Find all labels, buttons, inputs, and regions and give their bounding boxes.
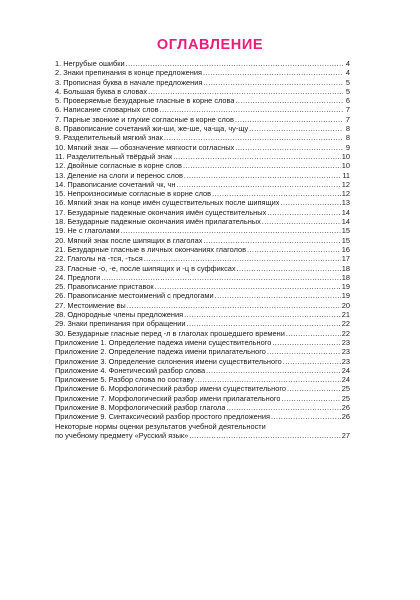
toc-entry-label: 15. Непроизносимые согласные в корне слов (55, 189, 212, 199)
toc-entry-label: 27. Местоимение вы (55, 300, 126, 310)
toc-entry[interactable] (55, 403, 350, 412)
dot-leader (237, 264, 341, 273)
toc-page-number: 7 (345, 114, 350, 124)
toc-entry-label: 4. Большая буква в словах (55, 86, 148, 96)
dot-leader (206, 366, 341, 375)
dot-leader (271, 412, 341, 421)
dot-leader (187, 319, 341, 328)
toc-page-number: 7 (345, 105, 350, 115)
dot-leader (101, 273, 340, 282)
dot-leader (148, 87, 343, 96)
toc-entry-label: Приложение 4. Фонетический разбор слова (55, 365, 206, 375)
toc-entry-label: 3. Прописная буква в начале предложения (55, 77, 203, 87)
dot-leader (177, 180, 341, 189)
toc-page-number: 15 (341, 235, 350, 245)
dot-leader (144, 254, 341, 263)
toc-page-number: 16 (341, 244, 350, 254)
toc-entry-label: 28. Однородные члены предложения (55, 310, 184, 320)
dot-leader (203, 236, 340, 245)
dot-leader (127, 301, 341, 310)
page-title: ОГЛАВЛЕНИЕ (156, 37, 264, 53)
toc-entry[interactable] (55, 171, 350, 180)
dot-leader (164, 133, 343, 142)
dot-leader (235, 96, 343, 105)
toc-entry-label: 16. Мягкий знак на конце имён существительных после шипящих (55, 198, 280, 208)
toc-entry[interactable] (55, 180, 350, 189)
toc-page-number: 4 (345, 59, 350, 68)
toc-entry-label: 9. Разделительный мягкий знак (55, 133, 163, 143)
toc-page-number: 5 (345, 86, 350, 96)
toc-entry[interactable] (55, 347, 350, 356)
dot-leader (267, 347, 341, 356)
toc-entry-label: 14. Правописание сочетаний чк, чн (55, 179, 176, 189)
toc-page-number: 12 (341, 189, 350, 199)
dot-leader (283, 357, 341, 366)
toc-page-number: 21 (341, 310, 350, 320)
dot-leader (121, 226, 341, 235)
toc-entry-label: 24. Предлоги (55, 272, 101, 282)
toc-page-number: 11 (342, 170, 350, 180)
toc-entry[interactable] (55, 208, 350, 217)
toc-entry[interactable] (55, 152, 350, 161)
toc-entry[interactable] (55, 143, 350, 152)
toc-entry-label: Приложение 1. Определение падежа имени существительного (55, 337, 272, 347)
toc-entry-final-line2[interactable] (55, 431, 350, 440)
toc-page-number: 25 (341, 384, 350, 394)
toc-page-number: 10 (341, 161, 350, 171)
toc-entry-label: 20. Мягкий знак после шипящих в глаголах (55, 235, 203, 245)
toc-page-number: 23 (341, 347, 350, 357)
toc-entry-label: 22. Глаголы на -тся, -ться (55, 254, 143, 264)
toc-entry[interactable] (55, 105, 350, 114)
toc-page-number: 6 (345, 96, 350, 106)
toc-entry[interactable] (55, 217, 350, 226)
toc-entry-label: 1. Негрубые ошибки (55, 59, 125, 68)
toc-page-number: 26 (341, 402, 350, 412)
toc-page-number: 23 (341, 356, 350, 366)
toc-page-number: 14 (341, 217, 350, 227)
dot-leader (126, 59, 343, 68)
toc-page-number: 17 (341, 254, 350, 264)
toc-entry[interactable] (55, 384, 350, 393)
toc-entry[interactable] (55, 291, 350, 300)
dot-leader (184, 310, 341, 319)
toc-entry[interactable] (55, 161, 350, 170)
dot-leader (281, 394, 340, 403)
dot-leader (235, 115, 343, 124)
toc-entry-label: 6. Написание словарных слов (55, 105, 159, 115)
toc-page-number: 24 (341, 375, 350, 385)
dot-leader (247, 245, 341, 254)
toc-entry-label: 12. Двойные согласные в корне слов (55, 161, 182, 171)
toc-entry-label: 17. Безударные падежные окончания имён существительных (55, 207, 267, 217)
toc-page-number: 18 (341, 272, 350, 282)
toc-entry[interactable] (55, 264, 350, 273)
toc-entry[interactable] (55, 115, 350, 124)
toc-page-number: 4 (345, 68, 350, 78)
toc-entry[interactable] (55, 329, 350, 338)
toc-list (55, 59, 350, 440)
toc-entry[interactable] (55, 96, 350, 105)
toc-entry-label: по учебному предмету «Русский язык» (55, 430, 189, 440)
toc-entry-label: 8. Правописание сочетаний жи-ши, же-ше, ча-ща, чу-щу (55, 124, 249, 134)
toc-entry[interactable] (55, 78, 350, 87)
toc-entry[interactable] (55, 124, 350, 133)
toc-entry[interactable] (55, 357, 350, 366)
toc-entry-label: 5. Проверяемые безударные гласные в корне слова (55, 96, 235, 106)
toc-entry-label: Приложение 7. Морфологический разбор имени прилагательного (55, 393, 281, 403)
toc-entry-label: 2. Знаки препинания в конце предложения (55, 68, 202, 78)
dot-leader (280, 198, 340, 207)
toc-entry[interactable] (55, 412, 350, 421)
toc-entry-label: 11. Разделительный твёрдый знак (55, 151, 173, 161)
toc-page-number: 22 (341, 328, 350, 338)
toc-entry[interactable] (55, 68, 350, 77)
toc-entry-label: Приложение 9. Синтаксический разбор простого предложения (55, 412, 270, 422)
toc-entry[interactable] (55, 394, 350, 403)
toc-entry[interactable] (55, 375, 350, 384)
toc-entry-label: 26. Правописание местоимений с предлогами (55, 291, 214, 301)
toc-page-number: 13 (341, 198, 350, 208)
toc-entry[interactable] (55, 338, 350, 347)
toc-page-number: 26 (341, 412, 350, 422)
dot-leader (212, 189, 341, 198)
toc-page-number: 27 (341, 430, 350, 440)
toc-entry[interactable] (55, 133, 350, 142)
toc-entry-label: 19. Не с глаголами (55, 226, 120, 236)
toc-entry[interactable] (55, 87, 350, 96)
toc-entry-label: 21. Безударные гласные в личных окончаниях глаголов (55, 244, 247, 254)
toc-entry[interactable] (55, 273, 350, 282)
toc-entry[interactable] (55, 366, 350, 375)
toc-page-number: 12 (341, 179, 350, 189)
dot-leader (215, 291, 341, 300)
toc-page-number: 8 (345, 133, 350, 143)
toc-entry-label: 13. Деление на слоги и перенос слов (55, 170, 183, 180)
dot-leader (183, 161, 341, 170)
toc-page-number: 10 (341, 151, 350, 161)
toc-page-number: 25 (341, 393, 350, 403)
dot-leader (287, 384, 341, 393)
toc-page-number: 14 (341, 207, 350, 217)
toc-entry[interactable] (55, 59, 350, 68)
toc-entry-label: 23. Гласные -о, -е, после шипящих и -ц в суффиксах (55, 263, 236, 273)
toc-entry-label: 10. Мягкий знак — обозначение мягкости согласных (55, 142, 235, 152)
dot-leader (226, 403, 340, 412)
toc-entry[interactable] (55, 198, 350, 207)
toc-page-number: 22 (341, 319, 350, 329)
toc-page-number: 9 (345, 142, 350, 152)
toc-page-number: 18 (341, 263, 350, 273)
toc-entry-label: Приложение 2. Определение падежа имени прилагательного (55, 347, 266, 357)
toc-entry-label: 7. Парные звонкие и глухие согласные в корне слов (55, 114, 234, 124)
toc-entry[interactable] (55, 189, 350, 198)
toc-entry-label: Приложение 6. Морфологический разбор имени существительного (55, 384, 286, 394)
dot-leader (160, 105, 343, 114)
toc-entry[interactable] (55, 301, 350, 310)
toc-entry-label: Приложение 8. Морфологический разбор глагола (55, 402, 226, 412)
dot-leader (203, 78, 343, 87)
toc-page-number: 23 (341, 337, 350, 347)
toc-page-number: 15 (341, 226, 350, 236)
toc-page-number: 20 (341, 300, 350, 310)
dot-leader (286, 329, 341, 338)
toc-entry-label: 18. Безударные падежные окончания имён прилагательных (55, 217, 261, 227)
dot-leader (272, 338, 340, 347)
toc-entry[interactable] (55, 236, 350, 245)
toc-page-number: 5 (345, 77, 350, 87)
dot-leader (195, 375, 341, 384)
toc-entry-label: Приложение 5. Разбор слова по составу (55, 375, 194, 385)
dot-leader (155, 282, 341, 291)
toc-entry[interactable] (55, 226, 350, 235)
toc-entry[interactable] (55, 310, 350, 319)
dot-leader (267, 208, 340, 217)
dot-leader (262, 217, 341, 226)
dot-leader (235, 143, 343, 152)
toc-entry[interactable] (55, 319, 350, 328)
toc-entry[interactable] (55, 254, 350, 263)
toc-entry-label: 29. Знаки препинания при обращении (55, 319, 186, 329)
toc-entry-final-line1[interactable]: Некоторые нормы оценки результатов учебной деятельности (55, 421, 266, 431)
toc-page-number: 19 (341, 291, 350, 301)
toc-entry[interactable] (55, 282, 350, 291)
dot-leader (249, 124, 343, 133)
dot-leader (189, 431, 341, 440)
toc-page-number: 8 (345, 124, 350, 134)
toc-entry-label: Приложение 3. Определение склонения имени существительного (55, 356, 282, 366)
toc-entry-label: 30. Безударные гласные перед -л в глаголах прошедшего времени (55, 328, 285, 338)
toc-entry-label: 25. Правописание приставок (55, 282, 154, 292)
dot-leader (173, 152, 341, 161)
toc-page-number: 19 (341, 282, 350, 292)
toc-entry[interactable] (55, 245, 350, 254)
toc-page-number: 24 (341, 365, 350, 375)
dot-leader (203, 68, 343, 77)
dot-leader (184, 171, 341, 180)
